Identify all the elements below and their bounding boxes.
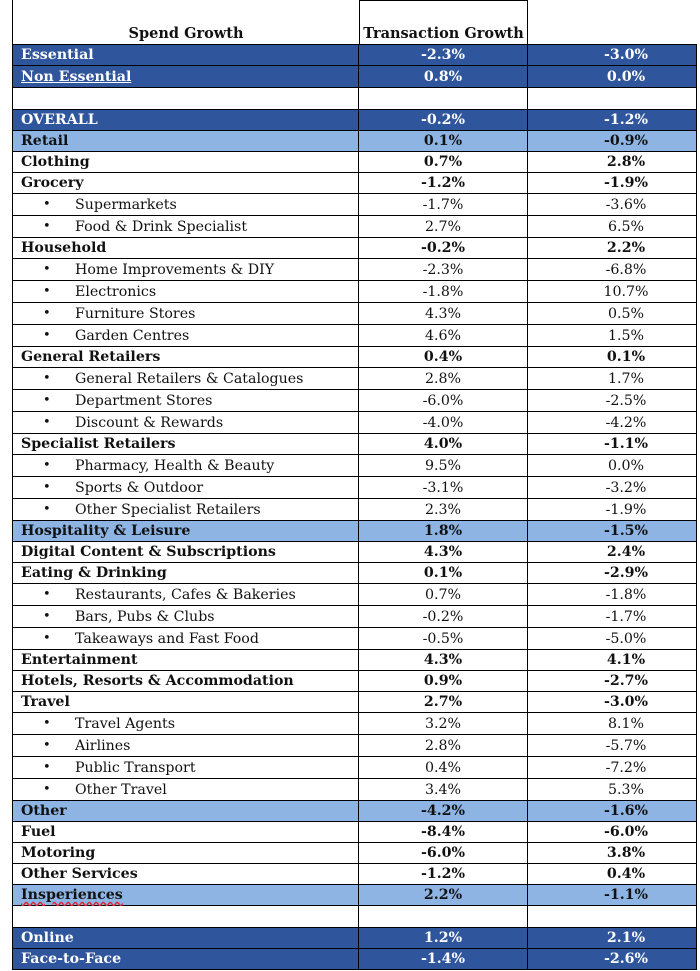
row-spend-value: 2.3% <box>359 499 528 520</box>
row-spend-value: -1.2% <box>359 173 528 193</box>
row-label: Food & Drink Specialist <box>75 218 248 235</box>
row-transaction-value: -1.5% <box>528 521 697 541</box>
row-spend-value: 2.7% <box>359 692 528 712</box>
row-spend-value: 4.6% <box>359 325 528 346</box>
row-label: Electronics <box>75 283 157 300</box>
row-transaction-value: 0.0% <box>528 66 697 87</box>
row-label: Face-to-Face <box>12 949 359 969</box>
row-spend-value: -1.7% <box>359 194 528 215</box>
table-row <box>12 563 697 584</box>
row-label: Motoring <box>12 843 359 863</box>
row-label: Airlines <box>75 737 131 754</box>
bullet-icon: • <box>43 458 51 473</box>
row-label: Travel <box>12 692 359 712</box>
table-row-online <box>12 928 697 949</box>
table-row-retail <box>12 131 697 152</box>
row-spend-value: 1.2% <box>359 928 528 948</box>
table-row-face-to-face <box>12 949 697 970</box>
bullet-icon: • <box>43 284 51 299</box>
bullet-icon: • <box>43 306 51 321</box>
row-transaction-value: 0.4% <box>528 864 697 884</box>
bullet-icon: • <box>43 716 51 731</box>
row-transaction-value: -2.5% <box>528 390 697 411</box>
bullet-icon: • <box>43 393 51 408</box>
table-row <box>12 259 697 281</box>
bullet-icon: • <box>43 609 51 624</box>
row-spend-value: 0.1% <box>359 563 528 583</box>
bullet-icon: • <box>43 738 51 753</box>
row-transaction-value: 0.5% <box>528 303 697 324</box>
row-label: Fuel <box>12 822 359 842</box>
row-label: Non Essential <box>21 68 132 85</box>
row-spend-value: -3.1% <box>359 477 528 498</box>
row-spend-value: -0.2% <box>359 238 528 258</box>
table-row <box>12 303 697 325</box>
row-label: Grocery <box>12 173 359 193</box>
row-spend-value: 2.2% <box>359 885 528 905</box>
table-row-spacer <box>12 88 697 110</box>
bullet-icon: • <box>43 631 51 646</box>
row-transaction-value: -0.9% <box>528 131 697 151</box>
row-transaction-value: 1.5% <box>528 325 697 346</box>
table-row <box>12 368 697 390</box>
row-label: Online <box>12 928 359 948</box>
row-label: Insperiences <box>21 887 123 903</box>
header-transaction-growth: Transaction Growth <box>359 0 528 44</box>
table-row <box>12 238 697 259</box>
row-spend-value: -4.2% <box>359 801 528 821</box>
row-transaction-value: -2.6% <box>528 949 697 969</box>
bullet-icon: • <box>43 782 51 797</box>
row-label: Supermarkets <box>75 196 177 213</box>
row-transaction-value: -2.9% <box>528 563 697 583</box>
row-transaction-value: -1.9% <box>528 173 697 193</box>
table-body <box>12 44 697 970</box>
row-transaction-value: -5.7% <box>528 735 697 756</box>
table-row <box>12 584 697 606</box>
bullet-icon: • <box>43 587 51 602</box>
table-row <box>12 692 697 713</box>
row-transaction-value: -2.7% <box>528 671 697 691</box>
table-row <box>12 347 697 368</box>
table-row <box>12 735 697 757</box>
row-label: Essential <box>12 45 359 65</box>
row-transaction-value: -3.6% <box>528 194 697 215</box>
row-transaction-value: -1.2% <box>528 110 697 130</box>
table-row <box>12 650 697 671</box>
table-row <box>12 864 697 885</box>
row-spend-value: -6.0% <box>359 390 528 411</box>
table-row <box>12 822 697 843</box>
row-label: Furniture Stores <box>75 305 196 322</box>
bullet-icon: • <box>43 502 51 517</box>
bullet-icon: • <box>43 262 51 277</box>
row-label: Entertainment <box>12 650 359 670</box>
table-row-essential <box>12 44 697 66</box>
row-label: Sports & Outdoor <box>75 479 204 496</box>
row-spend-value: 2.8% <box>359 735 528 756</box>
table-row <box>12 412 697 434</box>
row-transaction-value: -1.9% <box>528 499 697 520</box>
row-transaction-value: 6.5% <box>528 216 697 237</box>
table-row <box>12 477 697 499</box>
table-row <box>12 455 697 477</box>
row-spend-value: -0.5% <box>359 628 528 649</box>
row-spend-value: 0.7% <box>359 584 528 605</box>
row-label: Clothing <box>12 152 359 172</box>
row-label: Other <box>12 801 359 821</box>
row-transaction-value: 2.2% <box>528 238 697 258</box>
row-transaction-value: -1.6% <box>528 801 697 821</box>
row-spend-value: 1.8% <box>359 521 528 541</box>
row-transaction-value: 2.4% <box>528 542 697 562</box>
row-spend-value: -6.0% <box>359 843 528 863</box>
row-spend-value: 2.8% <box>359 368 528 389</box>
row-label: Other Services <box>12 864 359 884</box>
row-transaction-value: 0.0% <box>528 455 697 476</box>
table-row-spacer <box>12 906 697 928</box>
table-row <box>12 542 697 563</box>
row-label: General Retailers <box>12 347 359 367</box>
bullet-icon: • <box>43 371 51 386</box>
row-spend-value: 0.8% <box>359 66 528 87</box>
table-row <box>12 390 697 412</box>
table-row-non-essential <box>12 66 697 88</box>
row-transaction-value: -4.2% <box>528 412 697 433</box>
header-spend-growth: Spend Growth <box>12 0 359 44</box>
row-spend-value: 0.7% <box>359 152 528 172</box>
row-transaction-value: -6.0% <box>528 822 697 842</box>
row-transaction-value: -3.0% <box>528 692 697 712</box>
row-label: Department Stores <box>75 392 213 409</box>
bullet-icon: • <box>43 197 51 212</box>
row-spend-value: -4.0% <box>359 412 528 433</box>
row-spend-value: 0.9% <box>359 671 528 691</box>
row-label: Eating & Drinking <box>12 563 359 583</box>
row-transaction-value: -3.2% <box>528 477 697 498</box>
table-row <box>12 216 697 238</box>
row-label: Public Transport <box>75 759 196 776</box>
row-spend-value: -8.4% <box>359 822 528 842</box>
row-transaction-value: 3.8% <box>528 843 697 863</box>
row-spend-value: -0.2% <box>359 110 528 130</box>
row-label: Hospitality & Leisure <box>12 521 359 541</box>
row-label: General Retailers & Catalogues <box>75 370 304 387</box>
row-label: Pharmacy, Health & Beauty <box>75 457 275 474</box>
table-row <box>12 173 697 194</box>
table-row <box>12 713 697 735</box>
row-transaction-value: -6.8% <box>528 259 697 280</box>
row-label: Travel Agents <box>75 715 176 732</box>
table-row <box>12 757 697 779</box>
bullet-icon: • <box>43 219 51 234</box>
row-transaction-value: -3.0% <box>528 45 697 65</box>
table-row <box>12 779 697 801</box>
row-transaction-value: -1.1% <box>528 885 697 905</box>
bullet-icon: • <box>43 328 51 343</box>
row-label: Garden Centres <box>75 327 190 344</box>
bullet-icon: • <box>43 480 51 495</box>
row-spend-value: -1.4% <box>359 949 528 969</box>
row-spend-value: 0.4% <box>359 757 528 778</box>
row-spend-value: 4.3% <box>359 303 528 324</box>
table-row <box>12 499 697 521</box>
bullet-icon: • <box>43 760 51 775</box>
table-row-other <box>12 801 697 822</box>
table-row <box>12 606 697 628</box>
row-label: Household <box>12 238 359 258</box>
row-label: Hotels, Resorts & Accommodation <box>12 671 359 691</box>
row-spend-value: -0.2% <box>359 606 528 627</box>
row-transaction-value: 2.8% <box>528 152 697 172</box>
row-spend-value: 3.2% <box>359 713 528 734</box>
bullet-icon: • <box>43 415 51 430</box>
table-row-overall <box>12 110 697 131</box>
row-label: Discount & Rewards <box>75 414 224 431</box>
table-row <box>12 194 697 216</box>
row-transaction-value: 0.1% <box>528 347 697 367</box>
row-label: Digital Content & Subscriptions <box>12 542 359 562</box>
row-transaction-value: -7.2% <box>528 757 697 778</box>
row-label: Takeaways and Fast Food <box>75 630 259 647</box>
row-transaction-value: -1.7% <box>528 606 697 627</box>
table-row-insperiences <box>12 885 697 906</box>
row-label: Other Travel <box>75 781 167 798</box>
row-spend-value: 0.1% <box>359 131 528 151</box>
row-label: Specialist Retailers <box>12 434 359 454</box>
row-label: Bars, Pubs & Clubs <box>75 608 215 625</box>
table-row <box>12 325 697 347</box>
row-spend-value: 4.3% <box>359 650 528 670</box>
row-label: Home Improvements & DIY <box>75 261 275 278</box>
table-row <box>12 152 697 173</box>
row-label: OVERALL <box>12 110 359 130</box>
row-transaction-value: 5.3% <box>528 779 697 800</box>
row-transaction-value: 10.7% <box>528 281 697 302</box>
row-transaction-value: -1.1% <box>528 434 697 454</box>
row-spend-value: -1.2% <box>359 864 528 884</box>
row-transaction-value: 4.1% <box>528 650 697 670</box>
row-transaction-value: 1.7% <box>528 368 697 389</box>
row-spend-value: 2.7% <box>359 216 528 237</box>
row-spend-value: 4.0% <box>359 434 528 454</box>
table-row <box>12 628 697 650</box>
row-label: Retail <box>12 131 359 151</box>
table-row-hospitality-leisure <box>12 521 697 542</box>
table-row <box>12 434 697 455</box>
row-spend-value: -1.8% <box>359 281 528 302</box>
row-spend-value: -2.3% <box>359 259 528 280</box>
row-spend-value: 4.3% <box>359 542 528 562</box>
table-row <box>12 281 697 303</box>
row-transaction-value: -1.8% <box>528 584 697 605</box>
row-transaction-value: 8.1% <box>528 713 697 734</box>
row-spend-value: 3.4% <box>359 779 528 800</box>
row-label: Restaurants, Cafes & Bakeries <box>75 586 296 603</box>
row-transaction-value: -5.0% <box>528 628 697 649</box>
table-row <box>12 843 697 864</box>
row-spend-value: 9.5% <box>359 455 528 476</box>
row-transaction-value: 2.1% <box>528 928 697 948</box>
row-spend-value: -2.3% <box>359 45 528 65</box>
row-label: Other Specialist Retailers <box>75 501 261 518</box>
table-row <box>12 671 697 692</box>
row-spend-value: 0.4% <box>359 347 528 367</box>
